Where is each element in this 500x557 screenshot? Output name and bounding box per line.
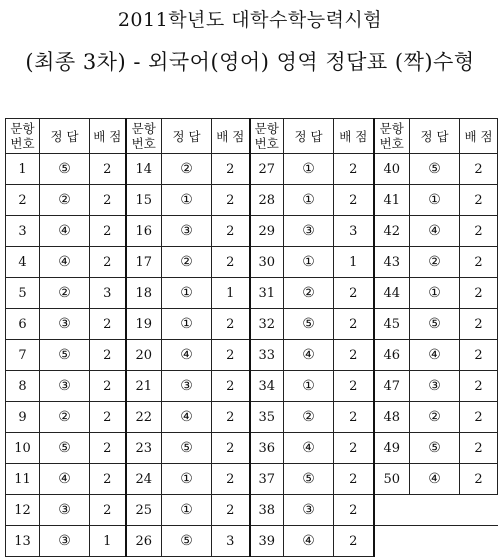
score-cell: 2 (334, 526, 374, 557)
answer-cell: ① (162, 278, 212, 309)
score-cell: 2 (460, 402, 498, 433)
score-cell: 2 (460, 185, 498, 216)
header-question-number-line2: 번호 (10, 136, 35, 151)
header-answer: 정 답 (284, 119, 334, 154)
question-number-cell: 43 (374, 247, 410, 278)
answer-cell: ① (162, 495, 212, 526)
question-number-cell: 47 (374, 371, 410, 402)
score-cell: 2 (334, 185, 374, 216)
question-number-cell: 18 (126, 278, 162, 309)
answer-cell: ① (410, 278, 460, 309)
question-number-cell: 15 (126, 185, 162, 216)
score-cell: 2 (90, 185, 126, 216)
score-cell: 2 (90, 216, 126, 247)
answer-cell: ③ (40, 371, 90, 402)
header-score: 배 점 (460, 119, 498, 154)
score-cell: 2 (90, 464, 126, 495)
question-number-cell: 48 (374, 402, 410, 433)
answer-cell: ② (410, 247, 460, 278)
question-number-cell: 13 (6, 526, 40, 557)
table-row (6, 464, 498, 495)
header-question-number-line2: 번호 (379, 136, 404, 151)
score-cell: 2 (90, 495, 126, 526)
answer-cell: ② (40, 402, 90, 433)
question-number-cell: 50 (374, 464, 410, 495)
score-cell: 2 (334, 433, 374, 464)
question-number-cell: 44 (374, 278, 410, 309)
score-cell: 2 (90, 154, 126, 185)
score-cell: 2 (334, 309, 374, 340)
question-number-cell: 4 (6, 247, 40, 278)
answer-cell: ⑤ (40, 340, 90, 371)
answer-cell: ④ (410, 340, 460, 371)
answer-cell: ② (40, 185, 90, 216)
score-cell: 2 (212, 309, 250, 340)
table-row (6, 402, 498, 433)
question-number-cell: 16 (126, 216, 162, 247)
question-number-cell: 36 (250, 433, 284, 464)
question-number-cell: 14 (126, 154, 162, 185)
answer-cell: ② (284, 402, 334, 433)
question-number-cell: 27 (250, 154, 284, 185)
score-cell: 2 (212, 154, 250, 185)
header-question-number-line2: 번호 (254, 136, 279, 151)
question-number-cell: 26 (126, 526, 162, 557)
answer-cell: ⑤ (410, 433, 460, 464)
table-header-row (6, 119, 498, 154)
question-number-cell: 23 (126, 433, 162, 464)
table-row (6, 154, 498, 185)
answer-cell: ③ (40, 309, 90, 340)
score-cell: 2 (460, 433, 498, 464)
question-number-cell: 21 (126, 371, 162, 402)
answer-cell: ② (162, 247, 212, 278)
header-score: 배 점 (212, 119, 250, 154)
score-cell: 3 (334, 216, 374, 247)
header-question-number-line1: 문항 (379, 121, 404, 136)
header-answer: 정 답 (410, 119, 460, 154)
question-number-cell: 35 (250, 402, 284, 433)
table-row (6, 185, 498, 216)
table-row (6, 526, 498, 557)
question-number-cell: 49 (374, 433, 410, 464)
score-cell: 2 (460, 464, 498, 495)
score-cell: 2 (212, 495, 250, 526)
score-cell: 2 (460, 216, 498, 247)
question-number-cell: 2 (6, 185, 40, 216)
question-number-cell: 38 (250, 495, 284, 526)
empty-cell (374, 495, 498, 526)
answer-cell: ① (410, 185, 460, 216)
question-number-cell: 3 (6, 216, 40, 247)
score-cell: 2 (212, 433, 250, 464)
answer-cell: ① (284, 154, 334, 185)
score-cell: 2 (90, 340, 126, 371)
question-number-cell: 22 (126, 402, 162, 433)
question-number-cell: 41 (374, 185, 410, 216)
score-cell: 1 (90, 526, 126, 557)
score-cell: 2 (90, 247, 126, 278)
question-number-cell: 25 (126, 495, 162, 526)
answer-cell: ① (162, 464, 212, 495)
score-cell: 2 (212, 402, 250, 433)
header-score: 배 점 (334, 119, 374, 154)
header-question-number (126, 119, 162, 154)
header-answer: 정 답 (162, 119, 212, 154)
question-number-cell: 30 (250, 247, 284, 278)
question-number-cell: 37 (250, 464, 284, 495)
score-cell: 2 (90, 433, 126, 464)
question-number-cell: 32 (250, 309, 284, 340)
answer-key-table (5, 118, 498, 557)
score-cell: 2 (212, 340, 250, 371)
header-question-number (6, 119, 40, 154)
header-question-number-line1: 문항 (131, 121, 156, 136)
header-question-number-line1: 문항 (254, 121, 279, 136)
answer-cell: ④ (162, 402, 212, 433)
question-number-cell: 46 (374, 340, 410, 371)
table-row (6, 247, 498, 278)
score-cell: 2 (212, 247, 250, 278)
answer-cell: ② (40, 278, 90, 309)
score-cell: 2 (334, 371, 374, 402)
answer-cell: ④ (284, 340, 334, 371)
answer-cell: ⑤ (284, 464, 334, 495)
question-number-cell: 8 (6, 371, 40, 402)
answer-cell: ③ (284, 216, 334, 247)
question-number-cell: 1 (6, 154, 40, 185)
table-row (6, 495, 498, 526)
answer-cell: ⑤ (40, 154, 90, 185)
score-cell: 2 (212, 185, 250, 216)
score-cell: 2 (334, 154, 374, 185)
answer-cell: ⑤ (162, 433, 212, 464)
question-number-cell: 10 (6, 433, 40, 464)
question-number-cell: 42 (374, 216, 410, 247)
answer-cell: ④ (410, 216, 460, 247)
answer-cell: ⑤ (40, 433, 90, 464)
score-cell: 2 (212, 371, 250, 402)
question-number-cell: 33 (250, 340, 284, 371)
score-cell: 2 (334, 495, 374, 526)
question-number-cell: 40 (374, 154, 410, 185)
answer-cell: ⑤ (162, 526, 212, 557)
table-row (6, 309, 498, 340)
score-cell: 3 (212, 526, 250, 557)
score-cell: 2 (460, 309, 498, 340)
table-row (6, 216, 498, 247)
question-number-cell: 7 (6, 340, 40, 371)
question-number-cell: 34 (250, 371, 284, 402)
score-cell: 2 (460, 247, 498, 278)
score-cell: 2 (334, 464, 374, 495)
answer-cell: ② (284, 278, 334, 309)
score-cell: 2 (90, 402, 126, 433)
answer-cell: ② (162, 154, 212, 185)
question-number-cell: 17 (126, 247, 162, 278)
answer-cell: ③ (162, 371, 212, 402)
answer-cell: ① (162, 309, 212, 340)
answer-cell: ⑤ (410, 309, 460, 340)
answer-cell: ④ (40, 247, 90, 278)
answer-cell: ⑤ (284, 309, 334, 340)
score-cell: 2 (460, 278, 498, 309)
answer-cell: ④ (40, 216, 90, 247)
question-number-cell: 6 (6, 309, 40, 340)
answer-cell: ④ (284, 433, 334, 464)
answer-cell: ① (162, 185, 212, 216)
question-number-cell: 28 (250, 185, 284, 216)
question-number-cell: 45 (374, 309, 410, 340)
answer-cell: ③ (40, 495, 90, 526)
score-cell: 2 (334, 278, 374, 309)
score-cell: 2 (90, 371, 126, 402)
answer-cell: ④ (284, 526, 334, 557)
header-answer: 정 답 (40, 119, 90, 154)
score-cell: 2 (212, 216, 250, 247)
question-number-cell: 12 (6, 495, 40, 526)
question-number-cell: 20 (126, 340, 162, 371)
score-cell: 2 (334, 340, 374, 371)
answer-cell: ② (410, 402, 460, 433)
question-number-cell: 11 (6, 464, 40, 495)
header-score: 배 점 (90, 119, 126, 154)
answer-cell: ④ (162, 340, 212, 371)
header-question-number-line2: 번호 (131, 136, 156, 151)
score-cell: 2 (90, 309, 126, 340)
table-row (6, 433, 498, 464)
header-question-number-line1: 문항 (10, 121, 35, 136)
question-number-cell: 24 (126, 464, 162, 495)
page-subtitle: (최종 3차) - 외국어(영어) 영역 정답표 (짝)수형 (25, 50, 475, 74)
header-question-number (374, 119, 410, 154)
answer-cell: ③ (410, 371, 460, 402)
score-cell: 2 (460, 371, 498, 402)
question-number-cell: 9 (6, 402, 40, 433)
answer-cell: ③ (284, 495, 334, 526)
score-cell: 2 (334, 402, 374, 433)
answer-cell: ③ (162, 216, 212, 247)
score-cell: 2 (460, 154, 498, 185)
answer-cell: ④ (410, 464, 460, 495)
score-cell: 2 (212, 464, 250, 495)
table-row (6, 278, 498, 309)
answer-cell: ③ (40, 526, 90, 557)
score-cell: 1 (334, 247, 374, 278)
empty-cell (374, 526, 498, 557)
score-cell: 3 (90, 278, 126, 309)
table-row (6, 340, 498, 371)
table-row (6, 371, 498, 402)
question-number-cell: 5 (6, 278, 40, 309)
answer-cell: ④ (40, 464, 90, 495)
score-cell: 1 (212, 278, 250, 309)
page-title: 2011학년도 대학수학능력시험 (117, 9, 383, 31)
answer-cell: ⑤ (410, 154, 460, 185)
question-number-cell: 29 (250, 216, 284, 247)
answer-cell: ① (284, 185, 334, 216)
question-number-cell: 19 (126, 309, 162, 340)
question-number-cell: 39 (250, 526, 284, 557)
answer-cell: ① (284, 371, 334, 402)
answer-cell: ① (284, 247, 334, 278)
header-question-number (250, 119, 284, 154)
question-number-cell: 31 (250, 278, 284, 309)
score-cell: 2 (460, 340, 498, 371)
